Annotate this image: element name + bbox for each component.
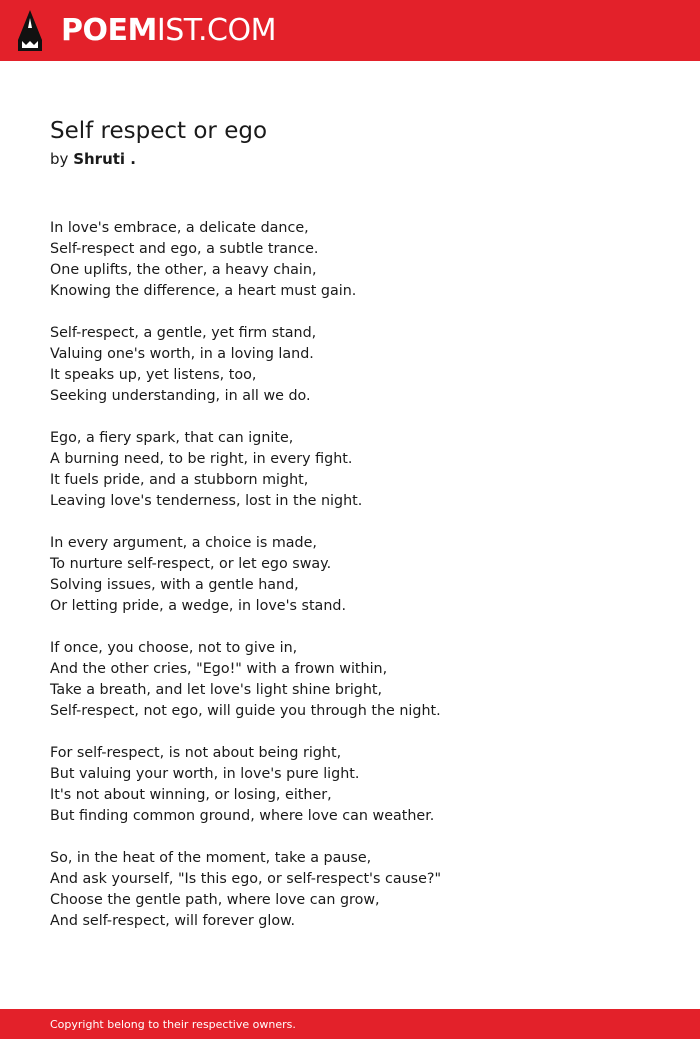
poem-line: For self-respect, is not about being right, [50,745,342,761]
poem-line: It's not about winning, or losing, either, [50,787,332,803]
poem-line: And ask yourself, "Is this ego, or self-respect's cause?" [50,871,442,887]
poem-line: Valuing one's worth, in a loving land. [50,346,314,362]
poem-line: And self-respect, will forever glow. [50,913,296,929]
poem-line: But finding common ground, where love can weather. [50,808,435,824]
poem-title: Self respect or ego [50,118,268,144]
poem-line: To nurture self-respect, or let ego sway. [50,556,332,572]
poem-line: Self-respect and ego, a subtle trance. [50,241,319,257]
site-header [0,0,700,61]
poem-line: If once, you choose, not to give in, [50,640,298,656]
poem-body [50,218,650,953]
poem-line: Self-respect, a gentle, yet firm stand, [50,325,317,341]
site-logo[interactable] [61,11,276,51]
stanza [50,848,650,932]
poem-line: Solving issues, with a gentle hand, [50,577,299,593]
site-footer [0,1009,700,1039]
logo-light-text: IST.COM [156,13,276,48]
poem-line: Choose the gentle path, where love can grow, [50,892,380,908]
poem-line: Knowing the difference, a heart must gain. [50,283,357,299]
poem-line: Leaving love's tenderness, lost in the night. [50,493,363,509]
poem-author[interactable]: Shruti . [73,150,136,168]
stanza [50,743,650,827]
logo-bold-text: POEM [61,13,157,48]
poem-line: But valuing your worth, in love's pure light. [50,766,360,782]
stanza [50,638,650,722]
stanza [50,428,650,512]
stanza [50,218,650,302]
poem-byline [50,149,136,169]
poem-line: So, in the heat of the moment, take a pause, [50,850,372,866]
poem-line: One uplifts, the other, a heavy chain, [50,262,317,278]
stanza [50,533,650,617]
stanza [50,323,650,407]
poem-line: It fuels pride, and a stubborn might, [50,472,309,488]
poem-line: A burning need, to be right, in every fight. [50,451,353,467]
poem-line: In every argument, a choice is made, [50,535,317,551]
poem-line: In love's embrace, a delicate dance, [50,220,309,236]
poem-line: It speaks up, yet listens, too, [50,367,257,383]
poem-line: Seeking understanding, in all we do. [50,388,311,404]
copyright-notice: Copyright belong to their respective owners. [50,1018,296,1031]
poem-line: Self-respect, not ego, will guide you through the night. [50,703,441,719]
poem-line: Take a breath, and let love's light shine bright, [50,682,383,698]
pen-nib-icon [18,10,42,51]
by-label: by [50,150,69,168]
poem-line: And the other cries, "Ego!" with a frown within, [50,661,388,677]
poem-line: Or letting pride, a wedge, in love's stand. [50,598,346,614]
poem-line: Ego, a fiery spark, that can ignite, [50,430,294,446]
